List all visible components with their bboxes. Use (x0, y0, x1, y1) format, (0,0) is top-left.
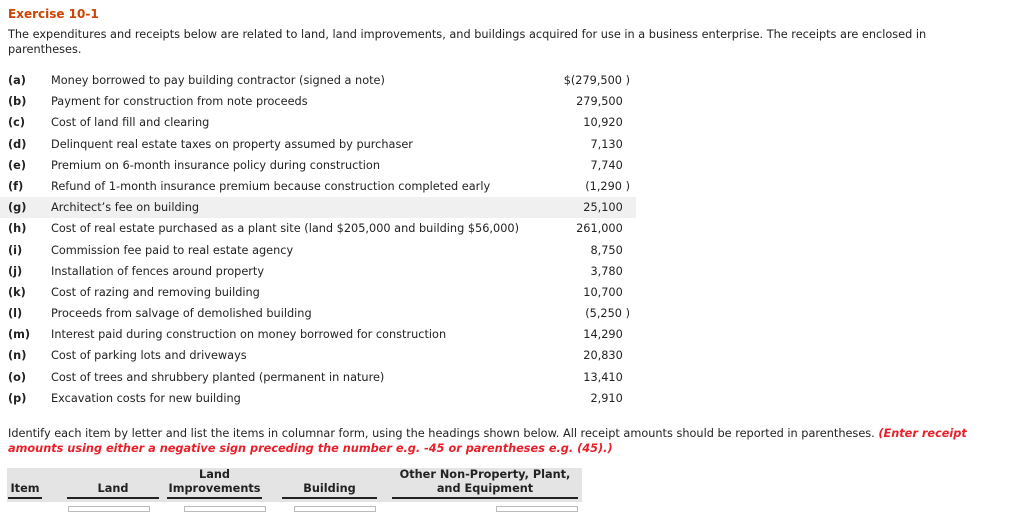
item-description: Installation of fences around property (51, 264, 265, 278)
item-letter: (p) (8, 391, 27, 405)
item-letter: (b) (8, 95, 27, 109)
item-row (0, 155, 636, 176)
item-amount: 279,500 (576, 95, 630, 109)
item-row (0, 197, 636, 218)
header-land: Land (67, 482, 159, 499)
item-row (0, 324, 636, 345)
item-letter: (m) (8, 328, 31, 342)
item-row (0, 218, 636, 239)
item-description: Cost of parking lots and driveways (51, 349, 247, 363)
item-row (0, 70, 636, 91)
building-input[interactable] (294, 506, 376, 512)
header-land-improvements: Land Improvements (167, 468, 262, 499)
item-row (0, 112, 636, 133)
header-building: Building (282, 482, 377, 499)
instructions (8, 426, 1008, 456)
item-letter: (n) (8, 349, 27, 363)
item-description: Delinquent real estate taxes on property assumed by purchaser (51, 137, 413, 151)
item-amount: 20,830 (583, 349, 630, 363)
item-amount: (5,250 ) (585, 307, 630, 321)
item-letter: (f) (8, 179, 24, 193)
exercise-title: Exercise 10-1 (8, 7, 99, 21)
intro-text: The expenditures and receipts below are related to land, land improvements, and buildings acquired for use in a business enterprise. The receipts are enclosed in parentheses. (8, 28, 927, 56)
item-letter: (c) (8, 116, 26, 130)
item-letter: (e) (8, 158, 26, 172)
item-description: Refund of 1-month insurance premium because construction completed early (51, 179, 491, 193)
item-amount: 25,100 (583, 201, 630, 215)
land-improvements-input[interactable] (184, 506, 266, 512)
instructions-note: (Enter receipt amounts using either a negative sign preceding the number e.g. -45 or parentheses e.g. (45).) (8, 427, 967, 455)
item-letter: (a) (8, 74, 26, 87)
item-letter: (h) (8, 222, 27, 236)
item-row (0, 134, 636, 155)
item-letter: (i) (8, 243, 23, 257)
item-amount: 13,410 (583, 370, 630, 384)
item-letter: (g) (8, 201, 27, 215)
item-letter: (d) (8, 137, 27, 151)
item-row (0, 240, 636, 261)
item-amount: 261,000 (576, 222, 630, 236)
item-amount: 7,740 (590, 158, 630, 172)
item-description: Commission fee paid to real estate agency (51, 243, 294, 257)
item-row (0, 176, 636, 197)
item-description: Architect’s fee on building (51, 201, 200, 215)
item-description: Payment for construction from note proceeds (51, 95, 308, 109)
item-description: Cost of trees and shrubbery planted (permanent in nature) (51, 370, 385, 384)
item-description: Cost of razing and removing building (51, 285, 260, 299)
header-item: Item (8, 482, 42, 499)
items-list (0, 70, 636, 409)
item-row (0, 261, 636, 282)
item-description: Cost of real estate purchased as a plant site (land $205,000 and building $56,000) (51, 222, 519, 236)
item-letter: (o) (8, 370, 27, 384)
header-other: Other Non-Property, Plant, and Equipment (392, 468, 578, 499)
item-row (0, 367, 636, 388)
item-letter: (k) (8, 285, 26, 299)
item-letter: (l) (8, 307, 23, 321)
instructions-text: Identify each item by letter and list the items in columnar form, using the headings shown below. All receipt amounts should be reported in parentheses. (8, 427, 875, 440)
item-amount: 10,920 (583, 116, 630, 130)
item-amount: 14,290 (583, 328, 630, 342)
item-row (0, 303, 636, 324)
answer-table-header (7, 468, 582, 502)
item-description: Excavation costs for new building (51, 391, 241, 405)
other-input[interactable] (496, 506, 578, 512)
item-amount: 2,910 (590, 391, 630, 405)
item-amount: 3,780 (590, 264, 630, 278)
item-amount: (1,290 ) (585, 179, 630, 193)
item-row (0, 345, 636, 366)
item-amount: 10,700 (583, 285, 630, 299)
item-row (0, 282, 636, 303)
land-input[interactable] (68, 506, 150, 512)
item-row (0, 388, 636, 409)
item-amount: 8,750 (590, 243, 630, 257)
item-description: Cost of land fill and clearing (51, 116, 210, 130)
item-description: Money borrowed to pay building contractor (signed a note) (51, 74, 385, 87)
item-description: Interest paid during construction on money borrowed for construction (51, 328, 447, 342)
item-amount: $(279,500 ) (563, 74, 630, 87)
item-description: Proceeds from salvage of demolished building (51, 307, 312, 321)
item-row (0, 91, 636, 112)
item-letter: (j) (8, 264, 23, 278)
item-description: Premium on 6-month insurance policy during construction (51, 158, 380, 172)
item-amount: 7,130 (590, 137, 630, 151)
